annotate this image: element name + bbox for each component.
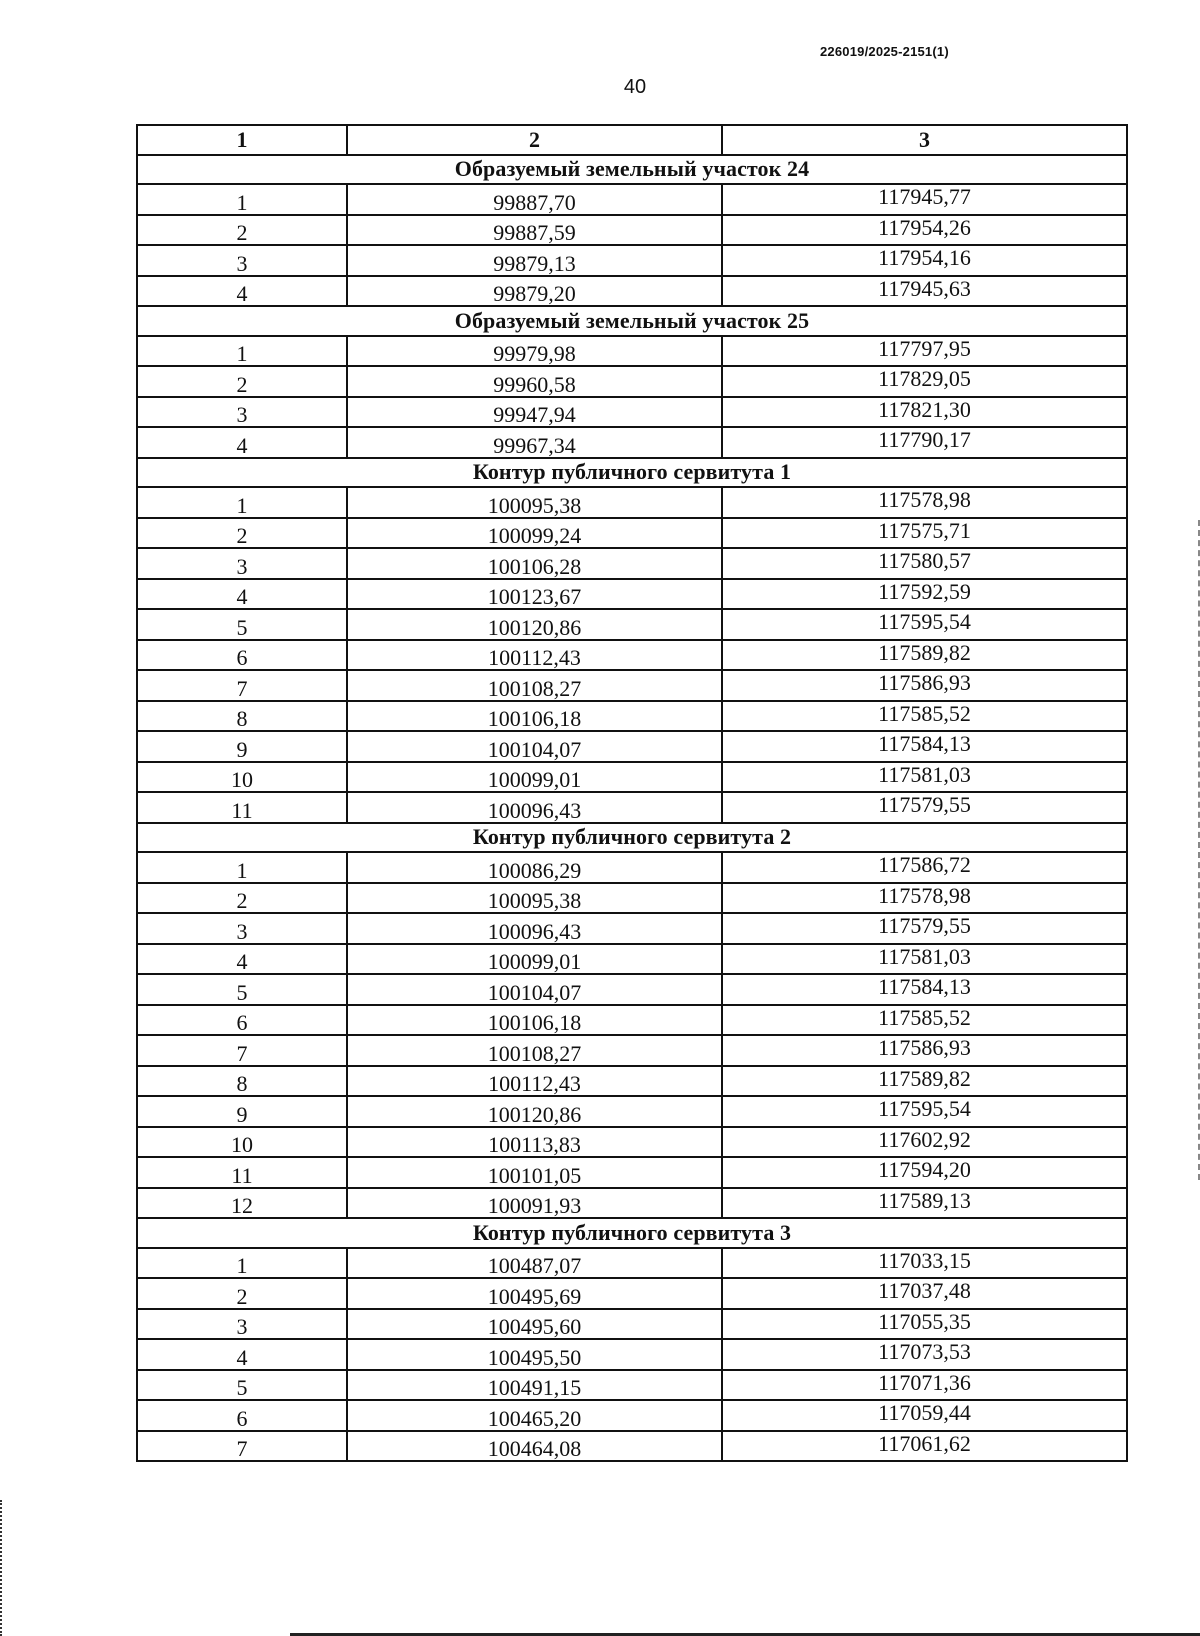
coordinate-x-cell: 100101,05 xyxy=(347,1157,722,1188)
point-number-cell: 6 xyxy=(137,1400,347,1431)
point-number-cell: 7 xyxy=(137,1035,347,1066)
table-row xyxy=(137,913,1127,944)
coordinate-y-cell: 117829,05 xyxy=(722,366,1127,397)
coordinate-x-cell: 100112,43 xyxy=(347,640,722,671)
coordinate-x-cell: 100120,86 xyxy=(347,609,722,640)
table-row xyxy=(137,762,1127,793)
table-row xyxy=(137,1188,1127,1219)
coordinate-x-cell: 99979,98 xyxy=(347,336,722,367)
coordinates-table xyxy=(136,124,1128,1462)
coordinate-y-cell: 117595,54 xyxy=(722,609,1127,640)
scan-edge-marks-right xyxy=(1196,520,1200,1180)
coordinate-x-cell: 100106,28 xyxy=(347,548,722,579)
table-row xyxy=(137,1370,1127,1401)
point-number-cell: 10 xyxy=(137,1127,347,1158)
point-number-cell: 3 xyxy=(137,397,347,428)
coordinate-y-cell: 117821,30 xyxy=(722,397,1127,428)
coordinate-y-cell: 117575,71 xyxy=(722,518,1127,549)
point-number-cell: 5 xyxy=(137,609,347,640)
coordinate-y-cell: 117586,72 xyxy=(722,852,1127,883)
coordinate-x-cell: 99887,70 xyxy=(347,184,722,215)
table-row xyxy=(137,487,1127,518)
coordinate-x-cell: 100491,15 xyxy=(347,1370,722,1401)
coordinate-x-cell: 100495,50 xyxy=(347,1339,722,1370)
table-row xyxy=(137,609,1127,640)
coordinate-x-cell: 100495,69 xyxy=(347,1278,722,1309)
table-row xyxy=(137,245,1127,276)
coordinate-x-cell: 100487,07 xyxy=(347,1248,722,1279)
point-number-cell: 8 xyxy=(137,701,347,732)
section-title-row xyxy=(137,155,1127,185)
section-title: Образуемый земельный участок 25 xyxy=(137,306,1127,336)
coordinate-x-cell: 99879,13 xyxy=(347,245,722,276)
document-number: 226019/2025-2151(1) xyxy=(820,44,949,59)
coordinate-y-cell: 117579,55 xyxy=(722,913,1127,944)
column-header-1: 1 xyxy=(137,125,347,155)
point-number-cell: 4 xyxy=(137,427,347,458)
coordinates-table-body xyxy=(137,125,1127,1461)
coordinate-x-cell: 100096,43 xyxy=(347,913,722,944)
table-row xyxy=(137,1339,1127,1370)
table-row xyxy=(137,1127,1127,1158)
coordinate-x-cell: 100095,38 xyxy=(347,883,722,914)
point-number-cell: 2 xyxy=(137,883,347,914)
coordinate-y-cell: 117579,55 xyxy=(722,792,1127,823)
table-row xyxy=(137,1431,1127,1462)
point-number-cell: 9 xyxy=(137,731,347,762)
coordinate-x-cell: 100091,93 xyxy=(347,1188,722,1219)
table-row xyxy=(137,883,1127,914)
coordinate-y-cell: 117790,17 xyxy=(722,427,1127,458)
coordinate-y-cell: 117073,53 xyxy=(722,1339,1127,1370)
coordinate-y-cell: 117954,16 xyxy=(722,245,1127,276)
coordinate-x-cell: 100464,08 xyxy=(347,1431,722,1462)
coordinate-x-cell: 100086,29 xyxy=(347,852,722,883)
point-number-cell: 4 xyxy=(137,276,347,307)
table-row xyxy=(137,1248,1127,1279)
scan-edge-marks-left xyxy=(0,1500,5,1636)
section-title: Контур публичного сервитута 1 xyxy=(137,458,1127,488)
coordinate-y-cell: 117954,26 xyxy=(722,215,1127,246)
coordinate-x-cell: 100099,01 xyxy=(347,944,722,975)
section-title-row xyxy=(137,1218,1127,1248)
table-row xyxy=(137,215,1127,246)
point-number-cell: 1 xyxy=(137,852,347,883)
table-header-row xyxy=(137,125,1127,155)
coordinate-y-cell: 117594,20 xyxy=(722,1157,1127,1188)
coordinate-y-cell: 117585,52 xyxy=(722,1005,1127,1036)
coordinate-y-cell: 117586,93 xyxy=(722,670,1127,701)
coordinate-y-cell: 117589,13 xyxy=(722,1188,1127,1219)
table-row xyxy=(137,336,1127,367)
coordinate-x-cell: 100104,07 xyxy=(347,731,722,762)
table-row xyxy=(137,397,1127,428)
point-number-cell: 10 xyxy=(137,762,347,793)
section-title-row xyxy=(137,823,1127,853)
coordinate-y-cell: 117071,36 xyxy=(722,1370,1127,1401)
point-number-cell: 1 xyxy=(137,487,347,518)
coordinate-y-cell: 117589,82 xyxy=(722,1066,1127,1097)
point-number-cell: 1 xyxy=(137,1248,347,1279)
table-row xyxy=(137,974,1127,1005)
point-number-cell: 8 xyxy=(137,1066,347,1097)
coordinate-x-cell: 100495,60 xyxy=(347,1309,722,1340)
coordinate-x-cell: 99960,58 xyxy=(347,366,722,397)
table-row xyxy=(137,548,1127,579)
point-number-cell: 3 xyxy=(137,548,347,579)
coordinate-y-cell: 117037,48 xyxy=(722,1278,1127,1309)
coordinate-x-cell: 100095,38 xyxy=(347,487,722,518)
column-header-3: 3 xyxy=(722,125,1127,155)
table-row xyxy=(137,1278,1127,1309)
coordinate-y-cell: 117578,98 xyxy=(722,883,1127,914)
coordinate-y-cell: 117592,59 xyxy=(722,579,1127,610)
point-number-cell: 2 xyxy=(137,366,347,397)
coordinate-x-cell: 99947,94 xyxy=(347,397,722,428)
table-row xyxy=(137,1096,1127,1127)
coordinate-y-cell: 117578,98 xyxy=(722,487,1127,518)
table-row xyxy=(137,1400,1127,1431)
coordinate-y-cell: 117055,35 xyxy=(722,1309,1127,1340)
table-row xyxy=(137,1035,1127,1066)
table-row xyxy=(137,366,1127,397)
table-row xyxy=(137,792,1127,823)
coordinate-x-cell: 100120,86 xyxy=(347,1096,722,1127)
coordinate-y-cell: 117586,93 xyxy=(722,1035,1127,1066)
coordinate-x-cell: 100106,18 xyxy=(347,1005,722,1036)
coordinate-y-cell: 117580,57 xyxy=(722,548,1127,579)
coordinate-x-cell: 100096,43 xyxy=(347,792,722,823)
coordinate-y-cell: 117061,62 xyxy=(722,1431,1127,1462)
coordinate-x-cell: 100099,24 xyxy=(347,518,722,549)
point-number-cell: 2 xyxy=(137,215,347,246)
coordinate-y-cell: 117033,15 xyxy=(722,1248,1127,1279)
coordinate-y-cell: 117945,63 xyxy=(722,276,1127,307)
section-title: Образуемый земельный участок 24 xyxy=(137,155,1127,185)
coordinate-y-cell: 117595,54 xyxy=(722,1096,1127,1127)
table-row xyxy=(137,1309,1127,1340)
column-header-2: 2 xyxy=(347,125,722,155)
section-title: Контур публичного сервитута 3 xyxy=(137,1218,1127,1248)
coordinate-x-cell: 100104,07 xyxy=(347,974,722,1005)
table-row xyxy=(137,184,1127,215)
coordinate-x-cell: 100112,43 xyxy=(347,1066,722,1097)
coordinate-x-cell: 99879,20 xyxy=(347,276,722,307)
point-number-cell: 3 xyxy=(137,245,347,276)
point-number-cell: 9 xyxy=(137,1096,347,1127)
point-number-cell: 1 xyxy=(137,184,347,215)
coordinate-x-cell: 100099,01 xyxy=(347,762,722,793)
table-row xyxy=(137,427,1127,458)
coordinate-x-cell: 99887,59 xyxy=(347,215,722,246)
coordinate-x-cell: 100108,27 xyxy=(347,1035,722,1066)
point-number-cell: 7 xyxy=(137,1431,347,1462)
point-number-cell: 7 xyxy=(137,670,347,701)
coordinate-x-cell: 99967,34 xyxy=(347,427,722,458)
point-number-cell: 4 xyxy=(137,579,347,610)
coordinate-x-cell: 100465,20 xyxy=(347,1400,722,1431)
point-number-cell: 5 xyxy=(137,1370,347,1401)
page-number: 40 xyxy=(623,76,647,98)
table-row xyxy=(137,579,1127,610)
point-number-cell: 11 xyxy=(137,792,347,823)
table-row xyxy=(137,852,1127,883)
coordinate-y-cell: 117585,52 xyxy=(722,701,1127,732)
coordinate-y-cell: 117581,03 xyxy=(722,762,1127,793)
table-row xyxy=(137,701,1127,732)
point-number-cell: 6 xyxy=(137,1005,347,1036)
point-number-cell: 2 xyxy=(137,518,347,549)
coordinate-y-cell: 117581,03 xyxy=(722,944,1127,975)
coordinate-x-cell: 100106,18 xyxy=(347,701,722,732)
table-row xyxy=(137,1066,1127,1097)
coordinate-y-cell: 117584,13 xyxy=(722,731,1127,762)
table-row xyxy=(137,731,1127,762)
table-row xyxy=(137,1005,1127,1036)
point-number-cell: 6 xyxy=(137,640,347,671)
coordinate-y-cell: 117589,82 xyxy=(722,640,1127,671)
point-number-cell: 3 xyxy=(137,1309,347,1340)
table-row xyxy=(137,276,1127,307)
section-title: Контур публичного сервитута 2 xyxy=(137,823,1127,853)
point-number-cell: 1 xyxy=(137,336,347,367)
point-number-cell: 3 xyxy=(137,913,347,944)
table-row xyxy=(137,640,1127,671)
point-number-cell: 11 xyxy=(137,1157,347,1188)
coordinate-y-cell: 117602,92 xyxy=(722,1127,1127,1158)
coordinate-y-cell: 117584,13 xyxy=(722,974,1127,1005)
coordinate-y-cell: 117059,44 xyxy=(722,1400,1127,1431)
coordinate-x-cell: 100113,83 xyxy=(347,1127,722,1158)
table-row xyxy=(137,518,1127,549)
table-row xyxy=(137,670,1127,701)
point-number-cell: 12 xyxy=(137,1188,347,1219)
coordinate-x-cell: 100108,27 xyxy=(347,670,722,701)
point-number-cell: 4 xyxy=(137,1339,347,1370)
table-row xyxy=(137,944,1127,975)
point-number-cell: 2 xyxy=(137,1278,347,1309)
point-number-cell: 5 xyxy=(137,974,347,1005)
coordinate-x-cell: 100123,67 xyxy=(347,579,722,610)
coordinate-y-cell: 117797,95 xyxy=(722,336,1127,367)
table-row xyxy=(137,1157,1127,1188)
coordinate-y-cell: 117945,77 xyxy=(722,184,1127,215)
point-number-cell: 4 xyxy=(137,944,347,975)
section-title-row xyxy=(137,306,1127,336)
section-title-row xyxy=(137,458,1127,488)
